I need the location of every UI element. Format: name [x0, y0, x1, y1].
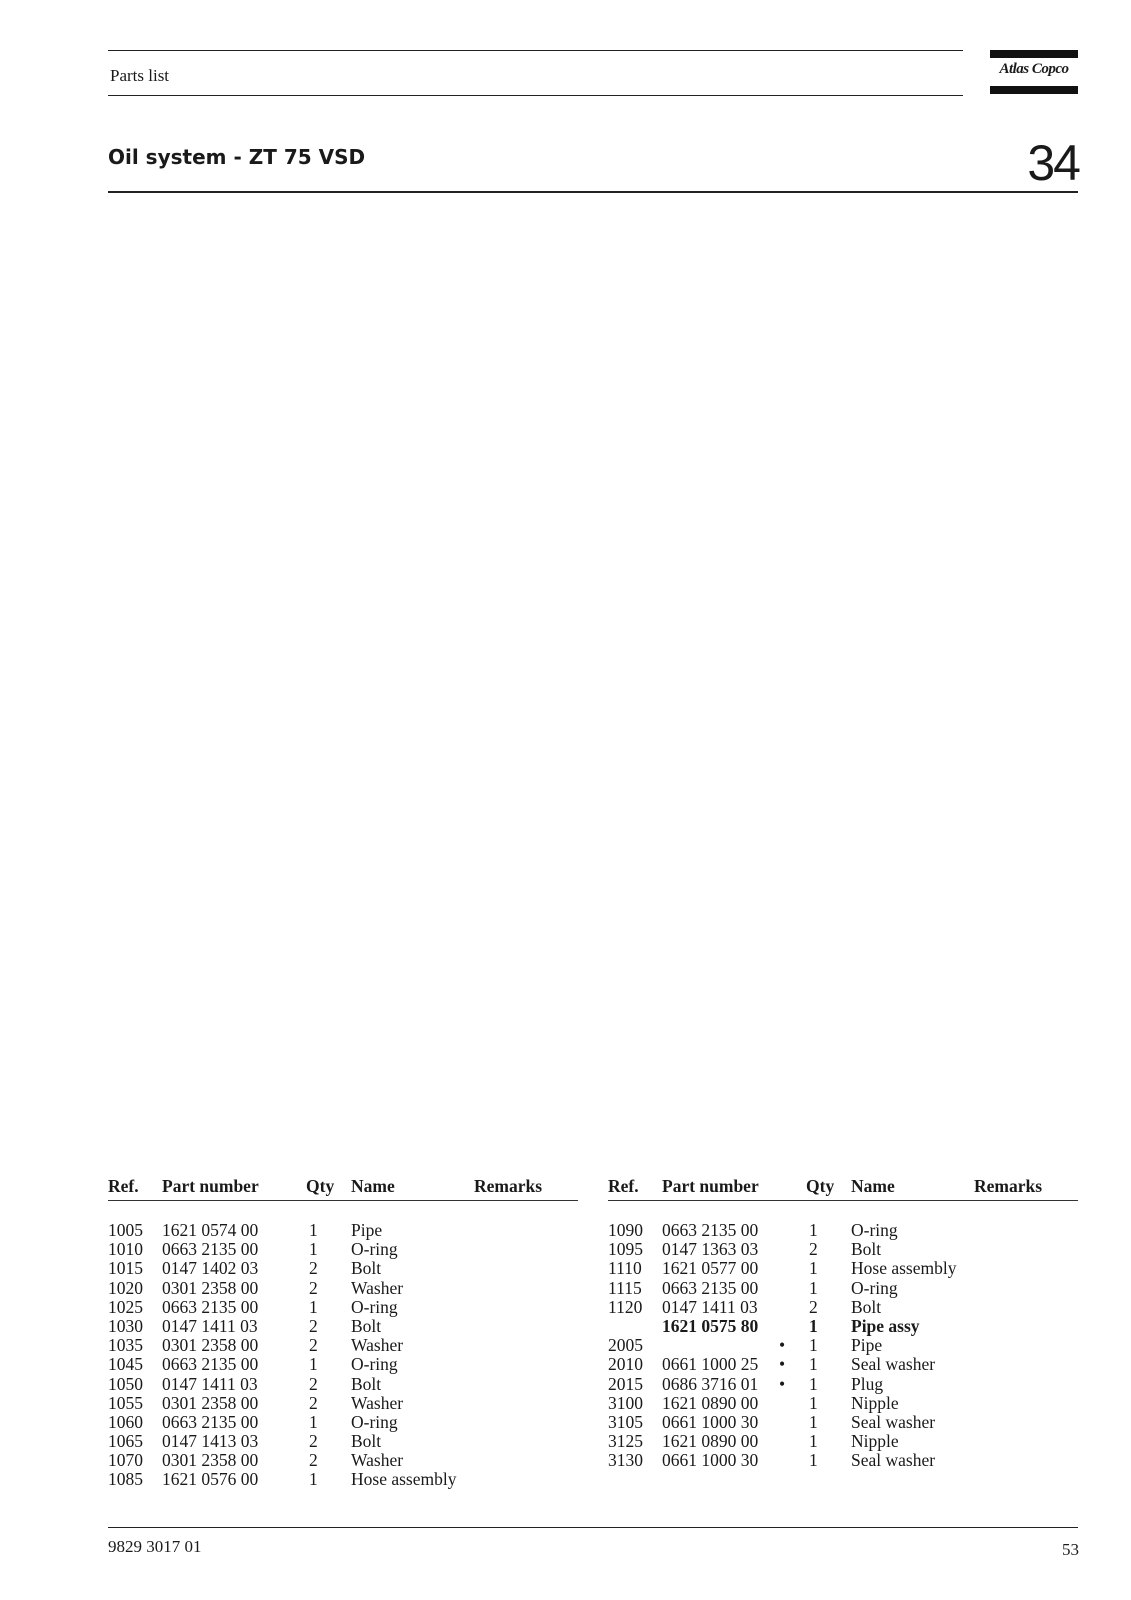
cell-name: Pipe: [851, 1335, 883, 1356]
table-row: [108, 1279, 578, 1298]
cell-marker: •: [779, 1373, 786, 1394]
cell-ref: 3100: [608, 1392, 643, 1413]
cell-name: Bolt: [351, 1315, 382, 1336]
cell-marker: •: [779, 1335, 786, 1356]
table-row: [108, 1470, 578, 1489]
cell-ref: 1020: [108, 1277, 143, 1298]
cell-part-number: 0661 1000 25: [662, 1354, 759, 1375]
table-body: [608, 1221, 1078, 1470]
table-body: [108, 1221, 578, 1490]
table-row: [108, 1317, 578, 1336]
cell-part-number: 0301 2358 00: [162, 1392, 259, 1413]
cell-qty: 1: [309, 1239, 318, 1260]
table-row: [108, 1432, 578, 1451]
cell-part-number: 0147 1411 03: [162, 1373, 258, 1394]
cell-ref: 1085: [108, 1469, 143, 1490]
cell-ref: 3105: [608, 1411, 643, 1432]
table-row: [608, 1413, 1078, 1432]
atlas-copco-logo: [990, 50, 1078, 94]
cell-name: Washer: [351, 1277, 404, 1298]
cell-ref: 1025: [108, 1296, 143, 1317]
cell-name: Washer: [351, 1392, 404, 1413]
cell-name: Plug: [851, 1373, 884, 1394]
cell-part-number: 0661 1000 30: [662, 1450, 759, 1471]
document-number: 9829 3017 01: [108, 1537, 202, 1556]
cell-name: Seal washer: [851, 1354, 936, 1375]
cell-ref: 1055: [108, 1392, 143, 1413]
logo-wordmark: Atlas Copco: [999, 61, 1069, 77]
cell-qty: 1: [809, 1411, 818, 1432]
cell-part-number: 0663 2135 00: [662, 1220, 759, 1240]
cell-ref: 1030: [108, 1315, 143, 1336]
header-label: Parts list: [110, 66, 170, 85]
cell-ref: 2015: [608, 1373, 643, 1394]
table-row: [108, 1221, 578, 1240]
cell-name: Washer: [351, 1450, 404, 1471]
cell-ref: 1010: [108, 1239, 143, 1260]
cell-ref: 1015: [108, 1258, 143, 1279]
cell-qty: 1: [809, 1335, 818, 1356]
cell-qty: 1: [309, 1354, 318, 1375]
col-header-ref: Ref.: [608, 1176, 639, 1196]
cell-part-number: 0147 1413 03: [162, 1431, 259, 1452]
cell-name: Pipe assy: [851, 1315, 920, 1336]
cell-name: Hose assembly: [851, 1258, 957, 1279]
cell-qty: 2: [809, 1239, 818, 1260]
table-row: [608, 1432, 1078, 1451]
cell-qty: 1: [309, 1220, 318, 1240]
table-row: [108, 1355, 578, 1374]
table-row: [608, 1298, 1078, 1317]
cell-ref: 1050: [108, 1373, 143, 1394]
cell-qty: 1: [809, 1258, 818, 1279]
title-rule: [108, 191, 1078, 193]
cell-qty: 1: [809, 1450, 818, 1471]
cell-qty: 2: [309, 1373, 318, 1394]
cell-ref: 2005: [608, 1335, 643, 1356]
cell-part-number: 1621 0574 00: [162, 1220, 259, 1240]
cell-name: O-ring: [351, 1296, 398, 1317]
table-row: [108, 1336, 578, 1355]
cell-name: Seal washer: [851, 1411, 936, 1432]
table-row: [108, 1298, 578, 1317]
cell-part-number: 1621 0576 00: [162, 1469, 259, 1490]
table-row: [108, 1451, 578, 1470]
table-row: [608, 1355, 1078, 1374]
cell-part-number: 0663 2135 00: [162, 1411, 259, 1432]
col-header-name: Name: [851, 1176, 895, 1196]
cell-name: O-ring: [351, 1411, 398, 1432]
cell-ref: 1120: [608, 1296, 643, 1317]
cell-qty: 1: [809, 1315, 818, 1336]
cell-qty: 2: [309, 1258, 318, 1279]
cell-part-number: 0147 1363 03: [662, 1239, 759, 1260]
col-header-qty: Qty: [806, 1176, 835, 1196]
cell-name: Bolt: [351, 1258, 382, 1279]
cell-ref: 3125: [608, 1431, 643, 1452]
col-header-part-number: Part number: [662, 1176, 759, 1196]
cell-ref: 3130: [608, 1450, 643, 1471]
cell-ref: 1060: [108, 1411, 143, 1432]
parts-table-left: [108, 1176, 578, 1490]
cell-part-number: 1621 0577 00: [662, 1258, 759, 1279]
cell-ref: 1110: [608, 1258, 642, 1279]
cell-name: Bolt: [351, 1431, 382, 1452]
footer-rule: [108, 1527, 1078, 1528]
cell-name: Hose assembly: [351, 1469, 457, 1490]
cell-part-number: 0147 1411 03: [162, 1315, 258, 1336]
cell-name: Bolt: [851, 1239, 882, 1260]
section-title: Oil system - ZT 75 VSD: [108, 145, 366, 169]
table-row: [108, 1259, 578, 1278]
section-number: 34: [1027, 135, 1079, 191]
header-bottom-rule: [108, 95, 963, 96]
col-header-ref: Ref.: [108, 1176, 139, 1196]
cell-part-number: 0663 2135 00: [662, 1277, 759, 1298]
table-row: [108, 1413, 578, 1432]
table-row: [608, 1317, 1078, 1336]
cell-qty: 1: [809, 1373, 818, 1394]
table-row: [608, 1279, 1078, 1298]
cell-qty: 2: [309, 1450, 318, 1471]
table-row: [608, 1394, 1078, 1413]
table-row: [608, 1259, 1078, 1278]
header-top-rule: [108, 50, 963, 51]
cell-qty: 2: [309, 1315, 318, 1336]
cell-qty: 1: [309, 1296, 318, 1317]
cell-ref: 1005: [108, 1220, 143, 1240]
table-row: [108, 1375, 578, 1394]
cell-part-number: 1621 0890 00: [662, 1431, 759, 1452]
table-row: [608, 1336, 1078, 1355]
cell-qty: 1: [809, 1354, 818, 1375]
cell-name: Bolt: [351, 1373, 382, 1394]
cell-qty: 2: [309, 1392, 318, 1413]
cell-name: Bolt: [851, 1296, 882, 1317]
cell-name: Pipe: [351, 1220, 383, 1240]
cell-name: O-ring: [851, 1277, 898, 1298]
cell-part-number: 0301 2358 00: [162, 1450, 259, 1471]
cell-part-number: 0147 1411 03: [662, 1296, 758, 1317]
cell-qty: 1: [309, 1411, 318, 1432]
cell-part-number: 0686 3716 01: [662, 1373, 759, 1394]
cell-qty: 1: [809, 1220, 818, 1240]
figure-area: [108, 200, 1078, 1160]
cell-part-number: 1621 0575 80: [662, 1315, 759, 1336]
cell-marker: •: [779, 1354, 786, 1375]
cell-part-number: 1621 0890 00: [662, 1392, 759, 1413]
cell-ref: 1095: [608, 1239, 643, 1260]
logo-top-bar: [990, 50, 1078, 58]
cell-part-number: 0301 2358 00: [162, 1335, 259, 1356]
cell-ref: 1035: [108, 1335, 143, 1356]
col-header-remarks: Remarks: [974, 1176, 1043, 1196]
cell-part-number: 0147 1402 03: [162, 1258, 259, 1279]
cell-ref: 1115: [608, 1277, 642, 1298]
page-number: 53: [1062, 1540, 1079, 1559]
parts-table-right: [608, 1176, 1078, 1470]
cell-qty: 2: [809, 1296, 818, 1317]
col-header-remarks: Remarks: [474, 1176, 543, 1196]
cell-name: Nipple: [851, 1392, 899, 1413]
cell-name: Washer: [351, 1335, 404, 1356]
col-header-part-number: Part number: [162, 1176, 259, 1196]
cell-qty: 2: [309, 1431, 318, 1452]
cell-qty: 1: [809, 1277, 818, 1298]
cell-part-number: 0301 2358 00: [162, 1277, 259, 1298]
table-row: [608, 1240, 1078, 1259]
cell-ref: 2010: [608, 1354, 643, 1375]
cell-part-number: 0663 2135 00: [162, 1239, 259, 1260]
cell-name: Nipple: [851, 1431, 899, 1452]
cell-ref: 1090: [608, 1220, 643, 1240]
cell-qty: 1: [309, 1469, 318, 1490]
table-row: [608, 1451, 1078, 1470]
col-header-name: Name: [351, 1176, 395, 1196]
cell-part-number: 0663 2135 00: [162, 1354, 259, 1375]
logo-bottom-bar: [990, 86, 1078, 94]
table-row: [108, 1394, 578, 1413]
cell-name: O-ring: [351, 1239, 398, 1260]
col-header-qty: Qty: [306, 1176, 335, 1196]
cell-name: O-ring: [851, 1220, 898, 1240]
cell-ref: 1070: [108, 1450, 143, 1471]
cell-qty: 1: [809, 1431, 818, 1452]
table-row: [608, 1221, 1078, 1240]
table-header: [108, 1176, 578, 1201]
table-row: [108, 1240, 578, 1259]
cell-ref: 1065: [108, 1431, 143, 1452]
cell-qty: 2: [309, 1277, 318, 1298]
cell-qty: 1: [809, 1392, 818, 1413]
cell-name: O-ring: [351, 1354, 398, 1375]
table-row: [608, 1375, 1078, 1394]
cell-name: Seal washer: [851, 1450, 936, 1471]
cell-part-number: 0663 2135 00: [162, 1296, 259, 1317]
cell-ref: 1045: [108, 1354, 143, 1375]
table-header: [608, 1176, 1078, 1201]
cell-part-number: 0661 1000 30: [662, 1411, 759, 1432]
cell-qty: 2: [309, 1335, 318, 1356]
